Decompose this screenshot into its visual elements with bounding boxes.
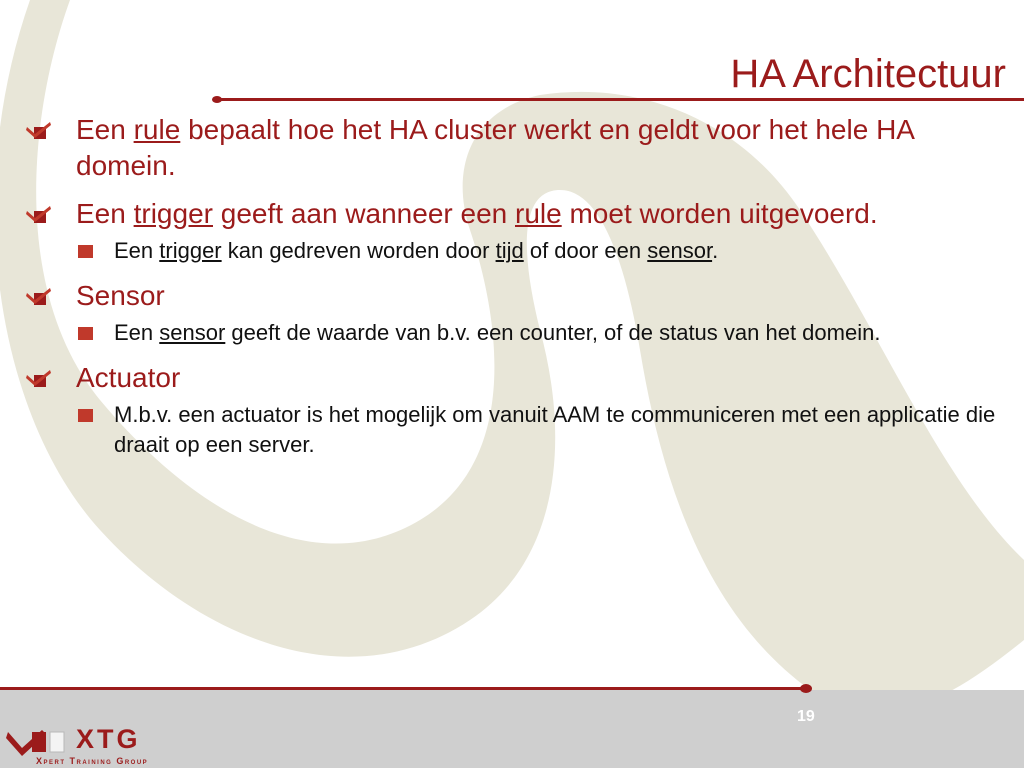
text-run: geeft de waarde van b.v. een counter, of de status van het domein. (225, 320, 881, 345)
checkbox-bullet-icon (26, 287, 52, 307)
footer-rule-dot (800, 684, 812, 693)
bullet-list (0, 112, 1024, 460)
logo-square-2 (50, 732, 64, 752)
footer-rule (0, 687, 810, 690)
text-run: moet worden uitgevoerd. (561, 198, 878, 229)
text-run: of door een (523, 238, 648, 263)
underlined-term: trigger (133, 198, 213, 229)
bullet-item (0, 196, 1024, 232)
bullet-text (76, 198, 878, 229)
bullet-text (114, 238, 718, 263)
underlined-term: tijd (495, 238, 524, 263)
bullet-text (114, 402, 995, 457)
bullet-text (76, 280, 165, 311)
text-run: Een (114, 320, 160, 345)
bullet-item (0, 360, 1024, 396)
title-underline (218, 98, 1024, 101)
sub-bullet-item (0, 236, 1024, 266)
logo-wordmark: XTG (76, 724, 141, 754)
text-run: Een (76, 198, 134, 229)
logo-square-1 (32, 732, 46, 752)
checkbox-bullet-icon (26, 369, 52, 389)
bullet-item (0, 112, 1024, 184)
text-run: Een (114, 238, 160, 263)
text-run: geeft aan wanneer een (212, 198, 515, 229)
square-bullet-icon (78, 409, 93, 422)
text-run: M.b.v. een actuator is het mogelijk om vanuit AAM te communiceren met een applicatie die draait op een server. (114, 402, 996, 457)
square-bullet-icon (78, 327, 93, 340)
sub-bullet-item (0, 318, 1024, 348)
text-run: kan gedreven worden door (221, 238, 496, 263)
square-bullet-icon (78, 245, 93, 258)
text-run: Een (76, 114, 134, 145)
checkbox-bullet-icon (26, 121, 52, 141)
text-run: Actuator (76, 362, 181, 393)
text-run: . (712, 238, 719, 263)
underlined-term: rule (133, 114, 181, 145)
text-run: Sensor (76, 280, 165, 311)
bullet-text (114, 320, 880, 345)
underlined-term: rule (515, 198, 562, 229)
sub-bullet-item (0, 400, 1024, 460)
text-run: bepaalt hoe het HA cluster werkt en geldt voor het hele HA domein. (76, 114, 914, 181)
bullet-item (0, 278, 1024, 314)
underlined-term: sensor (647, 238, 713, 263)
underlined-term: trigger (159, 238, 222, 263)
underlined-term: sensor (159, 320, 226, 345)
bullet-text (76, 114, 913, 181)
slide-title: HA Architectuur (730, 52, 1006, 96)
logo-subtitle: Xpert Training Group (36, 756, 149, 766)
page-number: 19 (797, 708, 815, 725)
bullet-text (76, 362, 180, 393)
checkbox-bullet-icon (26, 205, 52, 225)
